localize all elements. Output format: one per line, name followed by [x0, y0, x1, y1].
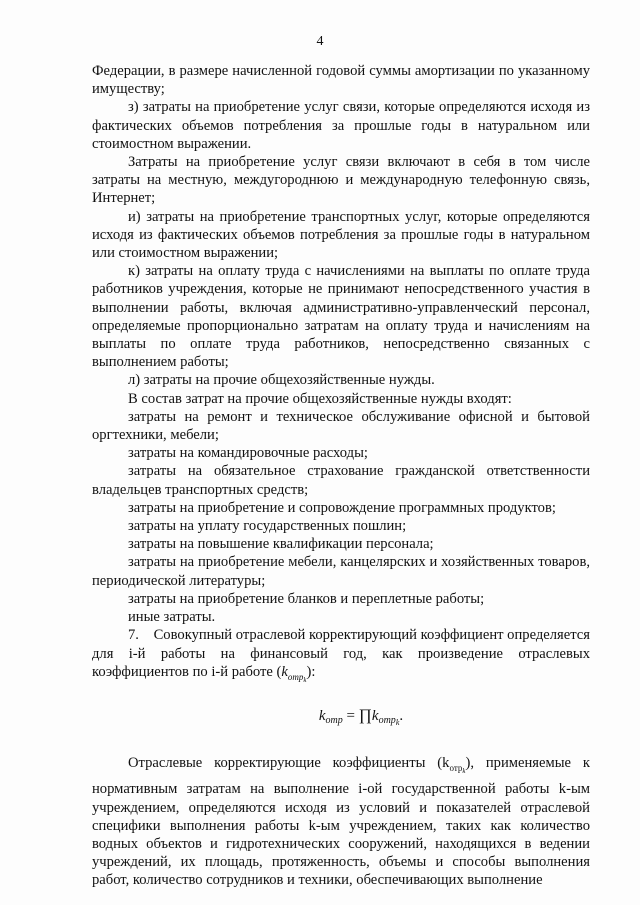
final-text-end: ), применяемые к нормативным затратам на выполнение i-ой государственной работы k-ым учреждением, определяются исходя из условий и показателей отраслевой специфики выполнения работы k-ым учреждением, таких как количество водных объектов и гидротехнических сооружений, находящихся в ведении учреждений, их площадь, протяженность, объемы и способы выполнения работ, количество сотрудников и техники, обеспечивающих выполнение: [92, 755, 590, 889]
document-body: [92, 62, 590, 890]
formula-rhs-subsub: k: [395, 717, 400, 727]
formula-rhs-sub: отр: [378, 714, 396, 726]
paragraph: затраты на ремонт и техническое обслуживание офисной и бытовой оргтехники, мебели;: [92, 408, 590, 444]
final-paragraph: [92, 754, 590, 889]
paragraph: затраты на приобретение и сопровождение программных продуктов;: [128, 499, 556, 516]
item-7-k-sub: отр: [287, 671, 304, 682]
paragraph: затраты на повышение квалификации персонала;: [128, 536, 434, 553]
formula: [92, 707, 590, 732]
paragraph: затраты на уплату государственных пошлин;: [128, 518, 407, 535]
paragraph: л) затраты на прочие общехозяйственные нужды.: [128, 372, 435, 389]
formula-rhs: k: [371, 707, 379, 724]
item-7-k-subsub: k: [303, 675, 307, 684]
item-7-paragraph: [92, 626, 590, 689]
paragraph: иные затраты.: [128, 609, 216, 626]
paragraph: и) затраты на приобретение транспортных услуг, которые определяются исходя из фактических объемов потребления за прошлые годы в натуральном или стоимостном выражении;: [92, 208, 590, 262]
paragraph: В состав затрат на прочие общехозяйственные нужды входят:: [128, 390, 512, 407]
final-text-start: Отраслевые корректирующие коэффициенты (k: [128, 755, 450, 772]
formula-lhs-sub: отр: [325, 714, 343, 726]
paragraph-list: [92, 62, 590, 626]
final-k-sub: отр: [449, 763, 463, 774]
final-k-subsub: k: [462, 767, 466, 776]
paragraph: Федерации, в размере начисленной годовой суммы амортизации по указанному имуществу;: [92, 63, 590, 98]
formula-end: .: [399, 707, 404, 724]
item-7-text: Совокупный отраслевой корректирующий коэффициент определяется для i-й работы на финансовый год, как произведение отраслевых коэффициентов по i-й работе (: [92, 627, 590, 680]
paragraph: затраты на приобретение мебели, канцелярских и хозяйственных товаров, периодической литературы;: [92, 554, 590, 589]
paragraph: к) затраты на оплату труда с начислениями на выплаты по оплате труда работников учреждения, которые не принимают непосредственного участия в выполнении работы, включая административно-управленческий персонал, определяемые пропорционально затратам на оплату труда и начислениям на выплаты по оплате труда работников, непосредственно связанных с выполнением работы;: [92, 263, 590, 371]
item-7-k-symbol: k: [281, 663, 288, 680]
formula-product-symbol: ∏: [358, 706, 372, 724]
paragraph: затраты на приобретение бланков и переплетные работы;: [128, 590, 485, 607]
paragraph: затраты на обязательное страхование гражданской ответственности владельцев транспортных средств;: [92, 463, 590, 498]
paragraph: затраты на командировочные расходы;: [128, 445, 368, 462]
page-number: 4: [316, 34, 324, 49]
formula-lhs: k: [318, 707, 326, 724]
paragraph: Затраты на приобретение услуг связи включают в себя в том числе затраты на местную, междугороднюю и международную телефонную связь, Интернет;: [92, 154, 590, 207]
item-7-number: 7.: [128, 627, 139, 644]
item-7-text-end: ):: [306, 663, 316, 680]
formula-equals: =: [342, 707, 359, 724]
paragraph: з) затраты на приобретение услуг связи, которые определяются исходя из фактических объемов потребления за прошлые годы в натуральном или стоимостном выражении.: [92, 99, 590, 152]
